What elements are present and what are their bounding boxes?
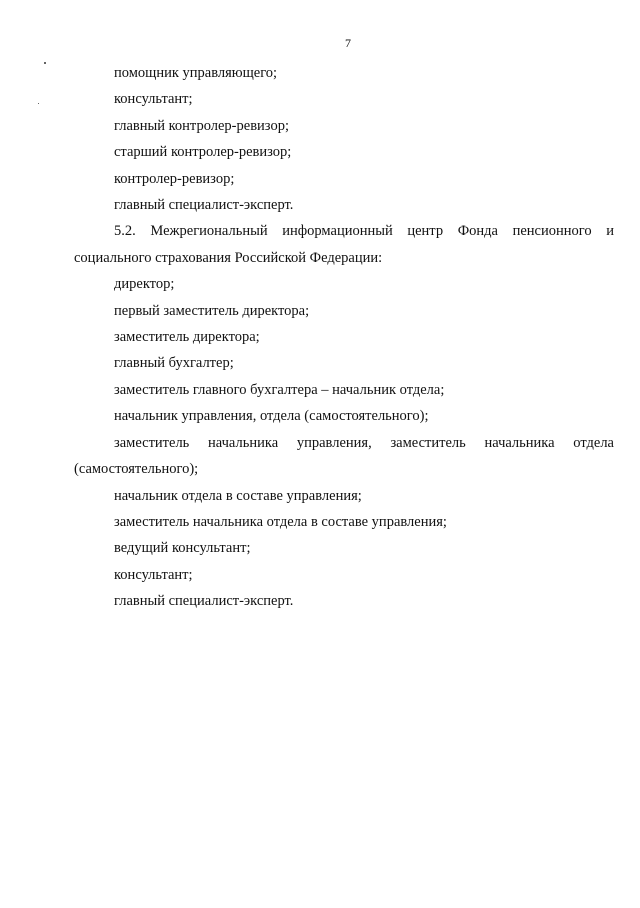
list-item: консультант; — [114, 91, 193, 108]
list-item: заместитель директора; — [114, 329, 260, 346]
scan-speck — [38, 103, 39, 104]
list-item: главный специалист-эксперт. — [114, 197, 294, 214]
document-body — [74, 60, 614, 615]
list-item: первый заместитель директора; — [114, 302, 310, 319]
list-item: контролер-ревизор; — [114, 170, 235, 187]
list-item: консультант; — [114, 566, 193, 583]
page-number: 7 — [345, 36, 351, 50]
list-item: заместитель начальника отдела в составе управления; — [114, 513, 447, 530]
list-item: помощник управляющего; — [114, 65, 278, 81]
list-item: главный специалист-эксперт. — [114, 593, 294, 610]
section-heading-5-2: 5.2. Межрегиональный информационный центр Фонда пенсионного и социального страхования Российской Федерации: — [74, 223, 614, 266]
list-item: старший контролер-ревизор; — [114, 144, 292, 161]
list-item: начальник управления, отдела (самостоятельного); — [114, 408, 429, 425]
scan-speck — [44, 62, 46, 64]
list-item: ведущий консультант; — [114, 540, 251, 557]
list-item: начальник отдела в составе управления; — [114, 487, 362, 504]
list-item: главный бухгалтер; — [114, 355, 234, 372]
list-item: главный контролер-ревизор; — [114, 117, 289, 134]
list-item: заместитель главного бухгалтера – начальник отдела; — [114, 381, 445, 398]
list-item: директор; — [114, 276, 175, 293]
deputy-paragraph: заместитель начальника управления, заместитель начальника отдела (самостоятельного); — [74, 434, 614, 478]
